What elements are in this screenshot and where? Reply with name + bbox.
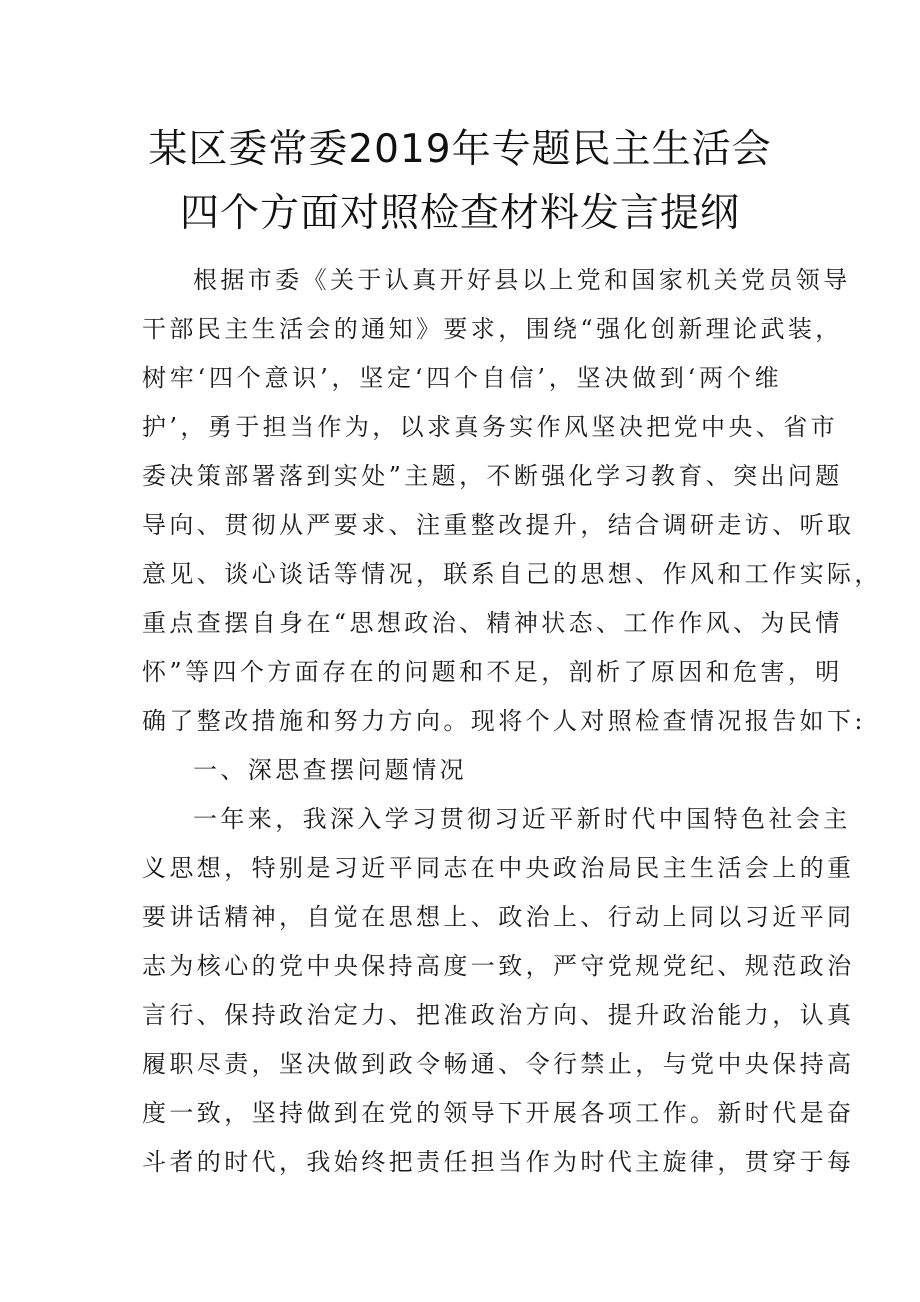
paragraph-line: 导向、贯彻从严要求、注重整改提升，结合调研走访、听取 — [142, 511, 855, 539]
paragraph-line: 干部民主生活会的通知》要求，围绕“强化创新理论武装， — [142, 315, 843, 343]
paragraph-line: 要讲话精神，自觉在思想上、政治上、行动上同以习近平同 — [142, 903, 855, 931]
document-body — [142, 256, 882, 1187]
paragraph-line: 重点查摆自身在“思想政治、精神状态、工作作风、为民情 — [142, 609, 843, 637]
paragraph-line: 护’，勇于担当作为，以求真务实作风坚决把党中央、省市 — [142, 413, 839, 441]
section-heading: 一、深思查摆问题情况 — [193, 756, 467, 784]
paragraph-line: 履职尽责，坚决做到政令畅通、令行禁止，与党中央保持高 — [142, 1050, 855, 1078]
paragraph-line: 志为核心的党中央保持高度一致，严守党规党纪、规范政治 — [142, 952, 855, 980]
title-line-2: 四个方面对照检查材料发言提纲 — [179, 191, 740, 236]
paragraph-line: 根据市委《关于认真开好县以上党和国家机关党员领导 — [193, 266, 851, 294]
paragraph-line: 一年来，我深入学习贯彻习近平新时代中国特色社会主 — [193, 805, 851, 833]
title-line-1: 某区委常委2019年专题民主生活会 — [148, 127, 772, 172]
document-title — [0, 118, 920, 246]
paragraph-line: 义思想，特别是习近平同志在中央政治局民主生活会上的重 — [142, 854, 855, 882]
paragraph-line: 树牢‘四个意识’，坚定‘四个自信’，坚决做到‘两个维 — [142, 364, 782, 392]
paragraph-line: 确了整改措施和努力方向。现将个人对照检查情况报告如下: — [142, 707, 866, 735]
paragraph-line: 斗者的时代，我始终把责任担当作为时代主旋律，贯穿于每 — [142, 1148, 855, 1176]
paragraph-line: 言行、保持政治定力、把准政治方向、提升政治能力，认真 — [142, 1001, 855, 1029]
paragraph-line: 度一致，坚持做到在党的领导下开展各项工作。新时代是奋 — [142, 1099, 855, 1127]
paragraph-line: 怀”等四个方面存在的问题和不足，剖析了原因和危害，明 — [142, 658, 843, 686]
paragraph-line: 意见、谈心谈话等情况，联系自己的思想、作风和工作实际， — [142, 560, 882, 588]
paragraph-line: 委决策部署落到实处”主题，不断强化学习教育、突出问题 — [142, 462, 843, 490]
